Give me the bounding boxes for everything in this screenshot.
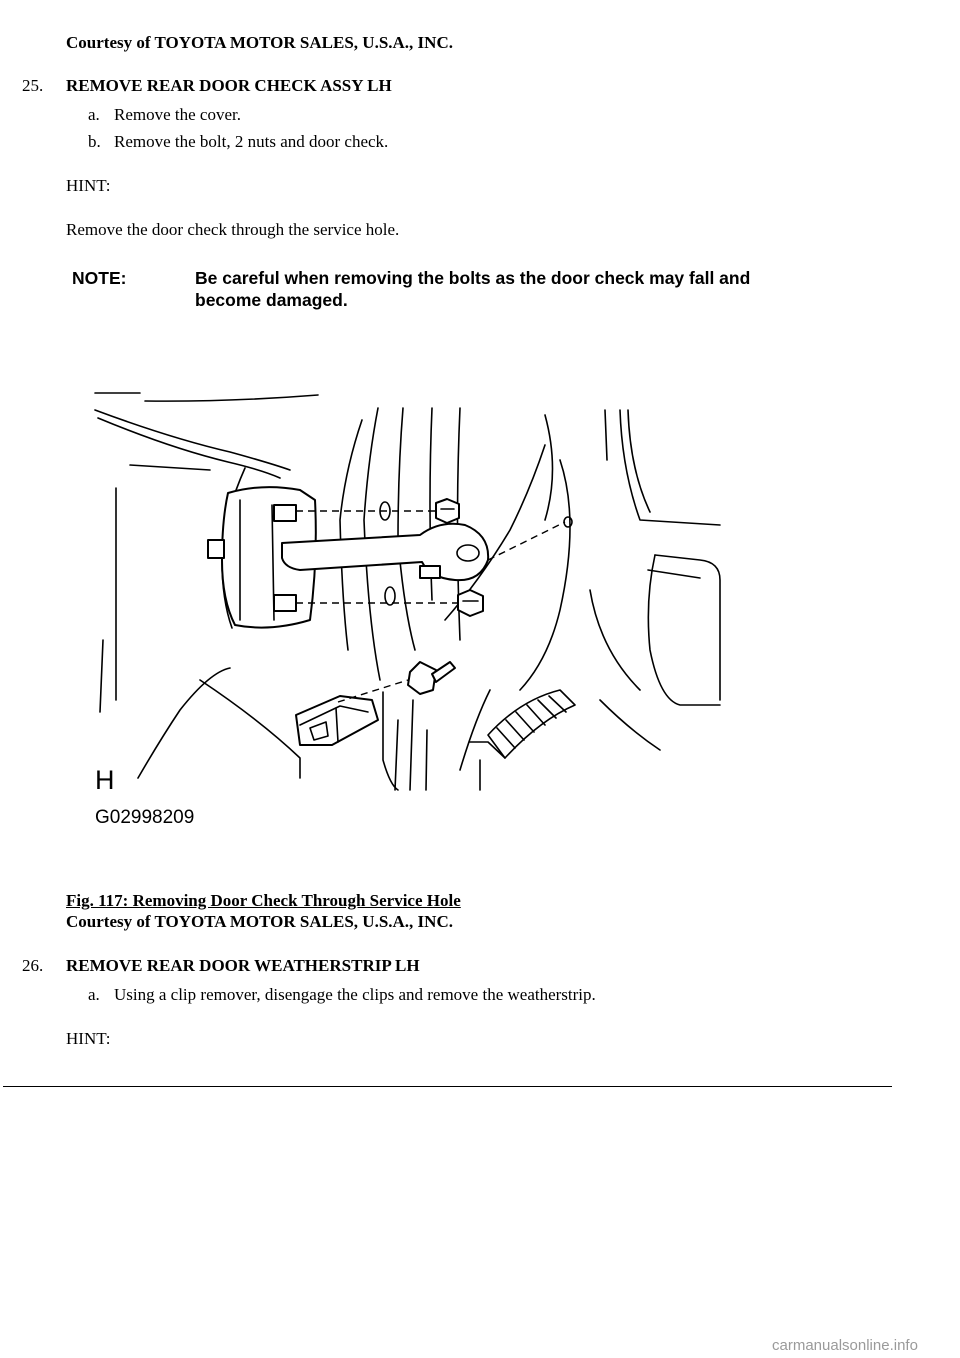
- step-25-title: REMOVE REAR DOOR CHECK ASSY LH: [66, 76, 392, 95]
- service-hole-cover: [296, 696, 378, 745]
- figure-courtesy: Courtesy of TOYOTA MOTOR SALES, U.S.A., INC.: [66, 912, 453, 931]
- step-26-number: 26.: [22, 956, 44, 975]
- figure-caption[interactable]: Fig. 117: Removing Door Check Through Service Hole: [66, 891, 461, 910]
- figure-corner-letter: H: [95, 765, 115, 795]
- step-25-number: 25.: [22, 76, 44, 95]
- check-bolts-and-nuts: [380, 499, 572, 694]
- step-26-title: REMOVE REAR DOOR WEATHERSTRIP LH: [66, 956, 420, 975]
- figure-code: G02998209: [95, 807, 195, 828]
- step-26a-text: Using a clip remover, disengage the clips and remove the weatherstrip.: [114, 985, 596, 1004]
- top-courtesy-line: Courtesy of TOYOTA MOTOR SALES, U.S.A., INC.: [66, 33, 453, 52]
- door-body-lines: [95, 393, 720, 790]
- step-26a-letter: a.: [88, 985, 100, 1004]
- step-26-hint-label: HINT:: [66, 1029, 111, 1048]
- step-25b-letter: b.: [88, 132, 101, 151]
- note-text-line2: become damaged.: [195, 290, 348, 310]
- step-25b-text: Remove the bolt, 2 nuts and door check.: [114, 132, 389, 151]
- step-25a-letter: a.: [88, 105, 100, 124]
- watermark[interactable]: carmanualsonline.info: [772, 1337, 918, 1354]
- note-text-line1: Be careful when removing the bolts as the door check may fall and: [195, 268, 751, 288]
- step-25-hint-text: Remove the door check through the service hole.: [66, 220, 400, 239]
- page-divider: [3, 1086, 892, 1087]
- step-25-hint-label: HINT:: [66, 176, 111, 195]
- step-25a-text: Remove the cover.: [114, 105, 241, 124]
- note-label: NOTE:: [72, 268, 127, 288]
